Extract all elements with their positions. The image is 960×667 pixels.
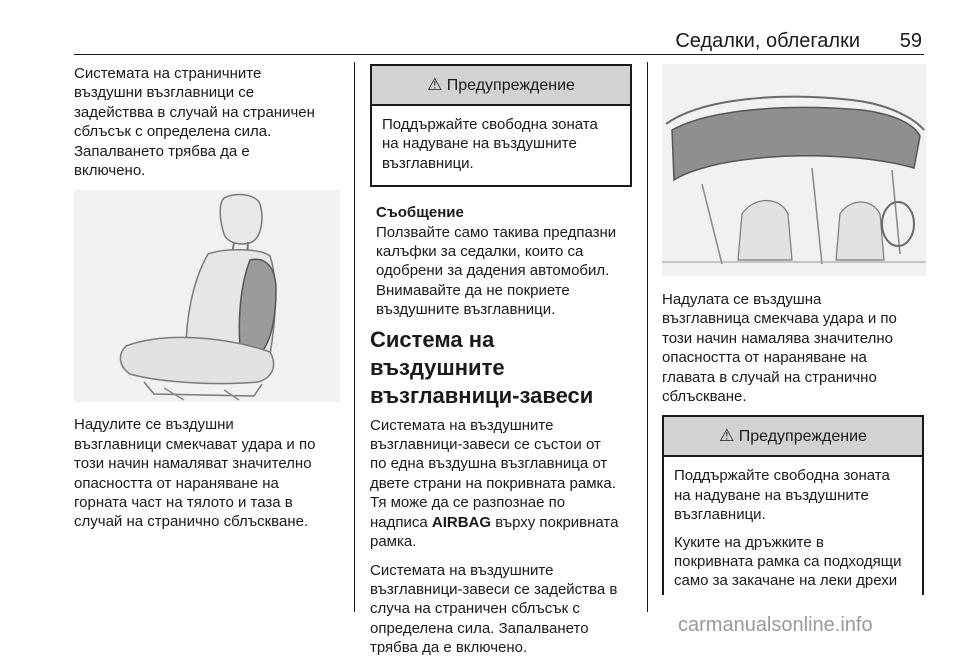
curtain-airbag-paragraph-2: Системата на въздушните възглавници-завеси се задейства в случа на страничен сблъсък с определена сила. Запалването трябва да е включено. — [370, 561, 618, 657]
note-block — [376, 203, 632, 319]
warning-box-2 — [662, 415, 924, 594]
seat-airbag-caption: Надулите се въздушни възглавници смекчават удара и по този начин намаляват значително опасността от нараняване на горната част на тялото и таза в случай на странично сблъскване. — [74, 416, 316, 531]
column-1 — [74, 64, 342, 541]
page-number: 59 — [899, 30, 922, 52]
curtain-airbag-caption: Надулата се въздушна възглавница смекчава удара и по този начин намалява значително опасността от нараняване на главата в случай на странично сблъскване. — [662, 291, 897, 406]
warning-triangle-icon: ⚠ — [427, 75, 443, 94]
curtain-airbag-paragraph-1: Системата на въздушните възглавници-завеси се състои от по една въздушна възглавница от двете страни на покривната рамка. Тя може да се разпознае по надписа AIRBAG върху покривната рамка. — [370, 416, 619, 551]
column-divider-1 — [354, 62, 355, 612]
warning-text-2: Поддържайте свободна зоната на надуване на въздушните възглавници. Куките на дръжките в покривната рамка са подходящи само за закачане на леки дрехи — [674, 467, 902, 590]
column-divider-2 — [647, 62, 648, 612]
intro-paragraph: Системата на страничните въздушни възглавници се задействва в случай на страничен сблъсък с определена сила. Запалването трябва да е включено. — [74, 65, 315, 180]
note-title: Съобщение — [376, 204, 464, 222]
column-2 — [370, 64, 632, 667]
header-rule — [74, 54, 924, 55]
warning-heading-2: ⚠ Предупреждение — [664, 417, 922, 457]
section-title: Система на въздушните възглавници-завеси — [370, 326, 594, 408]
site-watermark: carmanualsonline.info — [678, 614, 873, 636]
warning-heading: ⚠ Предупреждение — [372, 66, 630, 106]
warning-triangle-icon: ⚠ — [719, 426, 735, 446]
header-title: Седалки, облегалки — [675, 30, 860, 52]
warning-text: Поддържайте свободна зоната на надуване на въздушните възглавници. — [382, 116, 598, 172]
curtain-airbag-illustration — [662, 64, 926, 276]
warning-box-1 — [370, 64, 632, 187]
airbag-label: AIRBAG — [431, 513, 492, 531]
column-3 — [662, 64, 924, 595]
seat-airbag-illustration — [74, 190, 340, 402]
note-text: Ползвайте само такива предпазни калъфки за седалки, които са одобрени за дадения автомобил. Внимавайте да не покриете въздушните възглавници. — [376, 223, 617, 319]
